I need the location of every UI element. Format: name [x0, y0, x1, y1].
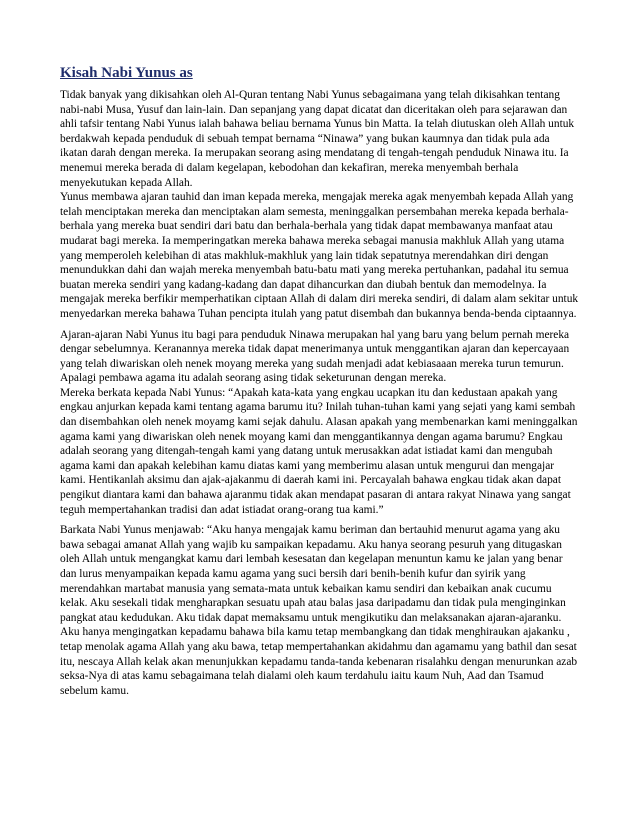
document-title: Kisah Nabi Yunus as [60, 65, 193, 81]
paragraph-answer: Barkata Nabi Yunus menjawab: “Aku hanya mengajak kamu beriman dan bertauhid menurut agama yang aku bawa sebagai amanat Allah yang wajib ku sampaikan kepadamu. Aku hanya seorang pesuruh yang ditugaskan oleh Allah untuk mengangkat kamu dari lembah kesesatan dan kegelapan menuntun kamu ke jalan yang benar dan lurus menyampaikan kepada kamu agama yang suci bersih dari benih-benih kufur dan syirik yang merendahkan martabat manusia yang semata-mata untuk kebaikan kamu sendiri dan kebaikan anak cucumu kelak. Aku sesekali tidak mengharapkan sesuatu upah atau balas jasa daripadamu dan tidak pula menginginkan pangkat atau kedudukan. Aku tidak dapat memaksamu untuk mengikutiku dan melaksanakan ajaran-ajaranku. Aku hanya mengingatkan kepadamu bahawa bila kamu tetap membangkang dan tidak menghiraukan ajakanku , tetap menolak agama Allah yang aku bawa, tetap mempertahankan akidahmu dan agamamu yang bathil dan sesat itu, nescaya Allah kelak akan menunjukkan kepadamu tanda-tanda kebenaran risalahku dengan menurunkan azab seksa-Nya di atas kamu sebagaimana telah dialami oleh kaum terdahulu iaitu kaum Nuh, Aad dan Tsamud sebelum kamu. [60, 524, 578, 697]
paragraph-tauhid: Yunus membawa ajaran tauhid dan iman kepada mereka, mengajak mereka agak menyembah kepada Allah yang telah menciptakan mereka dan menciptakan alam semesta, meninggalkan persembahan mereka kepada berhala-berhala yang mereka buat sendiri dari batu dan berhala-berhala yang tidak dapat membawanya manfaat atau mudarat bagi mereka. Ia memperingatkan mereka bahawa mereka sebagai manusia makhluk Allah yang utama yang memperoleh kelebihan di atas makhluk-makhluk yang lain tidak sepatutnya merendahkan diri dengan menundukkan dahi dan wajah mereka menyembah batu-batu mati yang mereka pertuhankan, padahal itu semua buatan mereka sendiri yang kadang-kadang dan dapat dihancurkan dan diubah bentuk dan memodelnya. Ia mengajak mereka berfikir memperhatikan ciptaan Allah di dalam diri mereka sendiri, di dalam alam sekitar untuk menyedarkan mereka bahawa Tuhan pencipta itulah yang patut disembah dan bukannya benda-benda ciptaannya. [60, 191, 579, 320]
paragraph-reply: Mereka berkata kepada Nabi Yunus: “Apakah kata-kata yang engkau ucapkan itu dan kedustaan apakah yang engkau anjurkan kepada kami tentang agama barumu itu? Inilah tuhan-tuhan kami yang sejati yang kami sembah dan disembahkan oleh nenek moyamg kami sejak dahulu. Alasan apakah yang membenarkan kami meninggalkan agama kami yang diwariskan oleh nenek moyang kami dan menggantikannya dengan agama barumu? Engkau adalah seorang yang ditengah-tengah kami yang datang untuk merusakkan adat istiadat kami dan mengubah agama kami dan apakah kelebihan kamu diatas kami yang memberimu alasan untuk mengurui dan mengajar kami. Hentikanlah aksimu dan ajak-ajakanmu di daerah kami ini. Percayalah bahawa engkau tidak akan dapat pengikut diantara kami dan bahawa ajaranmu tidak akan mendapat pasaran di antara rakyat Ninawa yang sangat teguh mempertahankan tradisi dan adat istiadat orang-orang tua kami.” [60, 386, 578, 516]
paragraph-ajaran: Ajaran-ajaran Nabi Yunus itu bagi para penduduk Ninawa merupakan hal yang baru yang belum pernah mereka dengar sebelumnya. Keranannya mereka tidak dapat menerimanya untuk menggantikan ajaran dan kepercayaan yang telah diwariskan oleh nenek moyang mereka yang sudah menjadi adat kebiasaaan mereka turun temurun. Apalagi pembawa agama itu adalah seorang asing tidak seketurunan dengan mereka. [60, 328, 570, 385]
paragraph-intro: Tidak banyak yang dikisahkan oleh Al-Quran tentang Nabi Yunus sebagaimana yang telah dikisahkan tentang nabi-nabi Musa, Yusuf dan lain-lain. Dan sepanjang yang dapat dicatat dan diceritakan oleh para sejarawan dan ahli tafsir tentang Nabi Yunus ialah bahawa beliau bernama Yunus bin Matta. Ia telah diutuskan oleh Allah untuk berdakwah kepada penduduk di sebuah tempat bernama “Ninawa” yang bukan kaumnya dan tidak pula ada ikatan darah dengan mereka. Ia merupakan seorang asing mendatang di tengah-tengah penduduk Ninawa itu. Ia menemui mereka berada di dalam kegelapan, kebodohan dan kekafiran, mereka menyembah berhala menyekutukan kepada Allah. [60, 89, 575, 189]
document-page [60, 64, 580, 698]
